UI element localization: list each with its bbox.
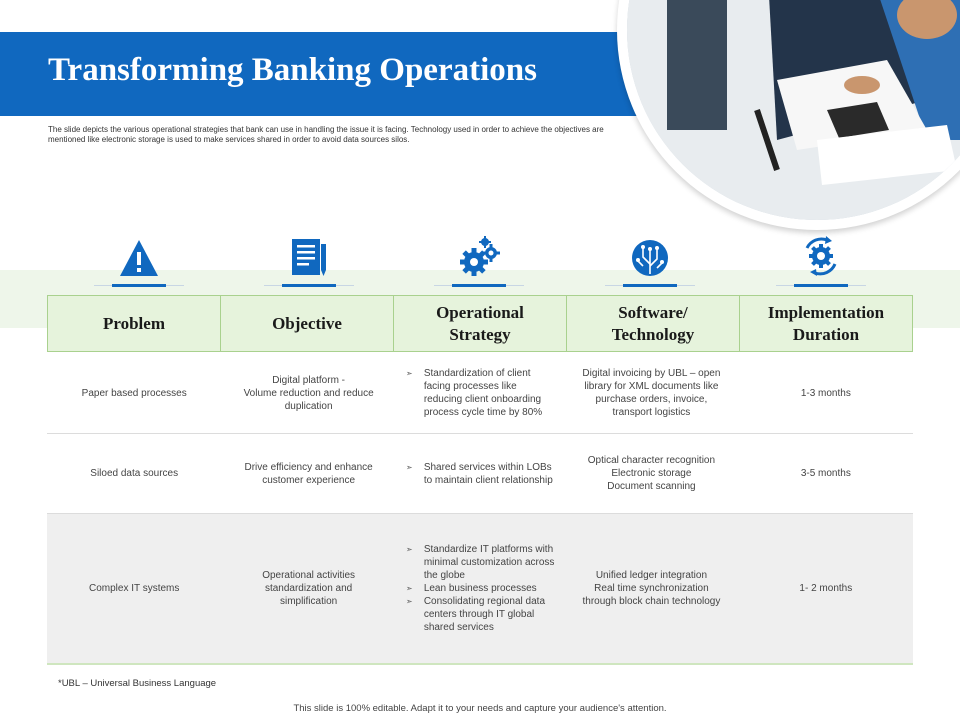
technology-cell: Optical character recognition Electronic storage Document scanning — [587, 455, 716, 492]
objective-cell: Drive efficiency and enhance customer experience — [244, 461, 373, 486]
problem-cell: Siloed data sources — [90, 468, 179, 479]
problem-cell: Paper based processes — [81, 387, 187, 399]
gears-icon — [459, 236, 503, 278]
duration-cell: 1-3 months — [800, 387, 851, 399]
editable-note: This slide is 100% editable. Adapt it to your needs and capture your audience's attention. — [293, 703, 667, 714]
problem-icon-cell — [94, 236, 184, 288]
strategy-bullet: ➣ Consolidating regional data centers through IT global shared services — [406, 595, 556, 634]
warning-icon — [119, 236, 159, 278]
duration-cell: 3-5 months — [800, 468, 851, 479]
objective-cell: Operational activities standardization and simplification — [262, 570, 356, 607]
table-header — [47, 295, 913, 352]
strategy-bullet: ➣ Standardization of client facing processes like reducing client onboarding process cycle time by 80% — [406, 367, 556, 419]
strategy-bullet: ➣ Shared services within LOBs to maintain client relationship — [406, 461, 556, 487]
strategy-cell — [396, 434, 564, 513]
footnote: *UBL – Universal Business Language — [58, 678, 217, 689]
strategy-cell — [396, 514, 564, 663]
strategy-bullet: ➣ Lean business processes — [406, 582, 556, 595]
header-problem: Problem — [47, 295, 221, 352]
header-technology: Software/ Technology — [566, 295, 740, 352]
document-icon — [289, 236, 329, 278]
strategy-bullet: ➣ Standardize IT platforms with minimal customization across the globe — [406, 543, 556, 582]
strategy-icon-cell — [434, 236, 524, 288]
header-duration: Implementation Duration — [739, 295, 913, 352]
objective-cell: Digital platform - Volume reduction and reduce duplication — [243, 374, 374, 412]
problem-cell: Complex IT systems — [89, 583, 180, 594]
duration-icon-cell — [776, 236, 866, 288]
page-title: Transforming Banking Operations — [48, 52, 537, 88]
header-objective: Objective — [220, 295, 394, 352]
cog-refresh-icon — [801, 236, 841, 278]
slide-description: The slide depicts the various operational strategies that bank can use in handling the issue it is facing. Technology used in order to achieve the objectives are mentioned like electronic storage is used to make services shared in order to avoid data sources silos. — [48, 125, 604, 144]
technology-cell: Unified ledger integration Real time synchronization through block chain technology — [582, 570, 721, 607]
technology-icon-cell — [605, 236, 695, 288]
technology-cell: Digital invoicing by UBL – open library for XML documents like purchase orders, invoice, transport logistics — [582, 368, 721, 418]
table-row — [47, 353, 913, 434]
meeting-photo — [627, 0, 960, 220]
duration-cell: 1- 2 months — [799, 583, 853, 594]
table-row — [47, 514, 913, 665]
header-strategy: Operational Strategy — [393, 295, 567, 352]
table-row — [47, 434, 913, 514]
objective-icon-cell — [264, 236, 354, 288]
circuit-globe-icon — [630, 236, 670, 278]
strategy-cell — [396, 353, 564, 433]
